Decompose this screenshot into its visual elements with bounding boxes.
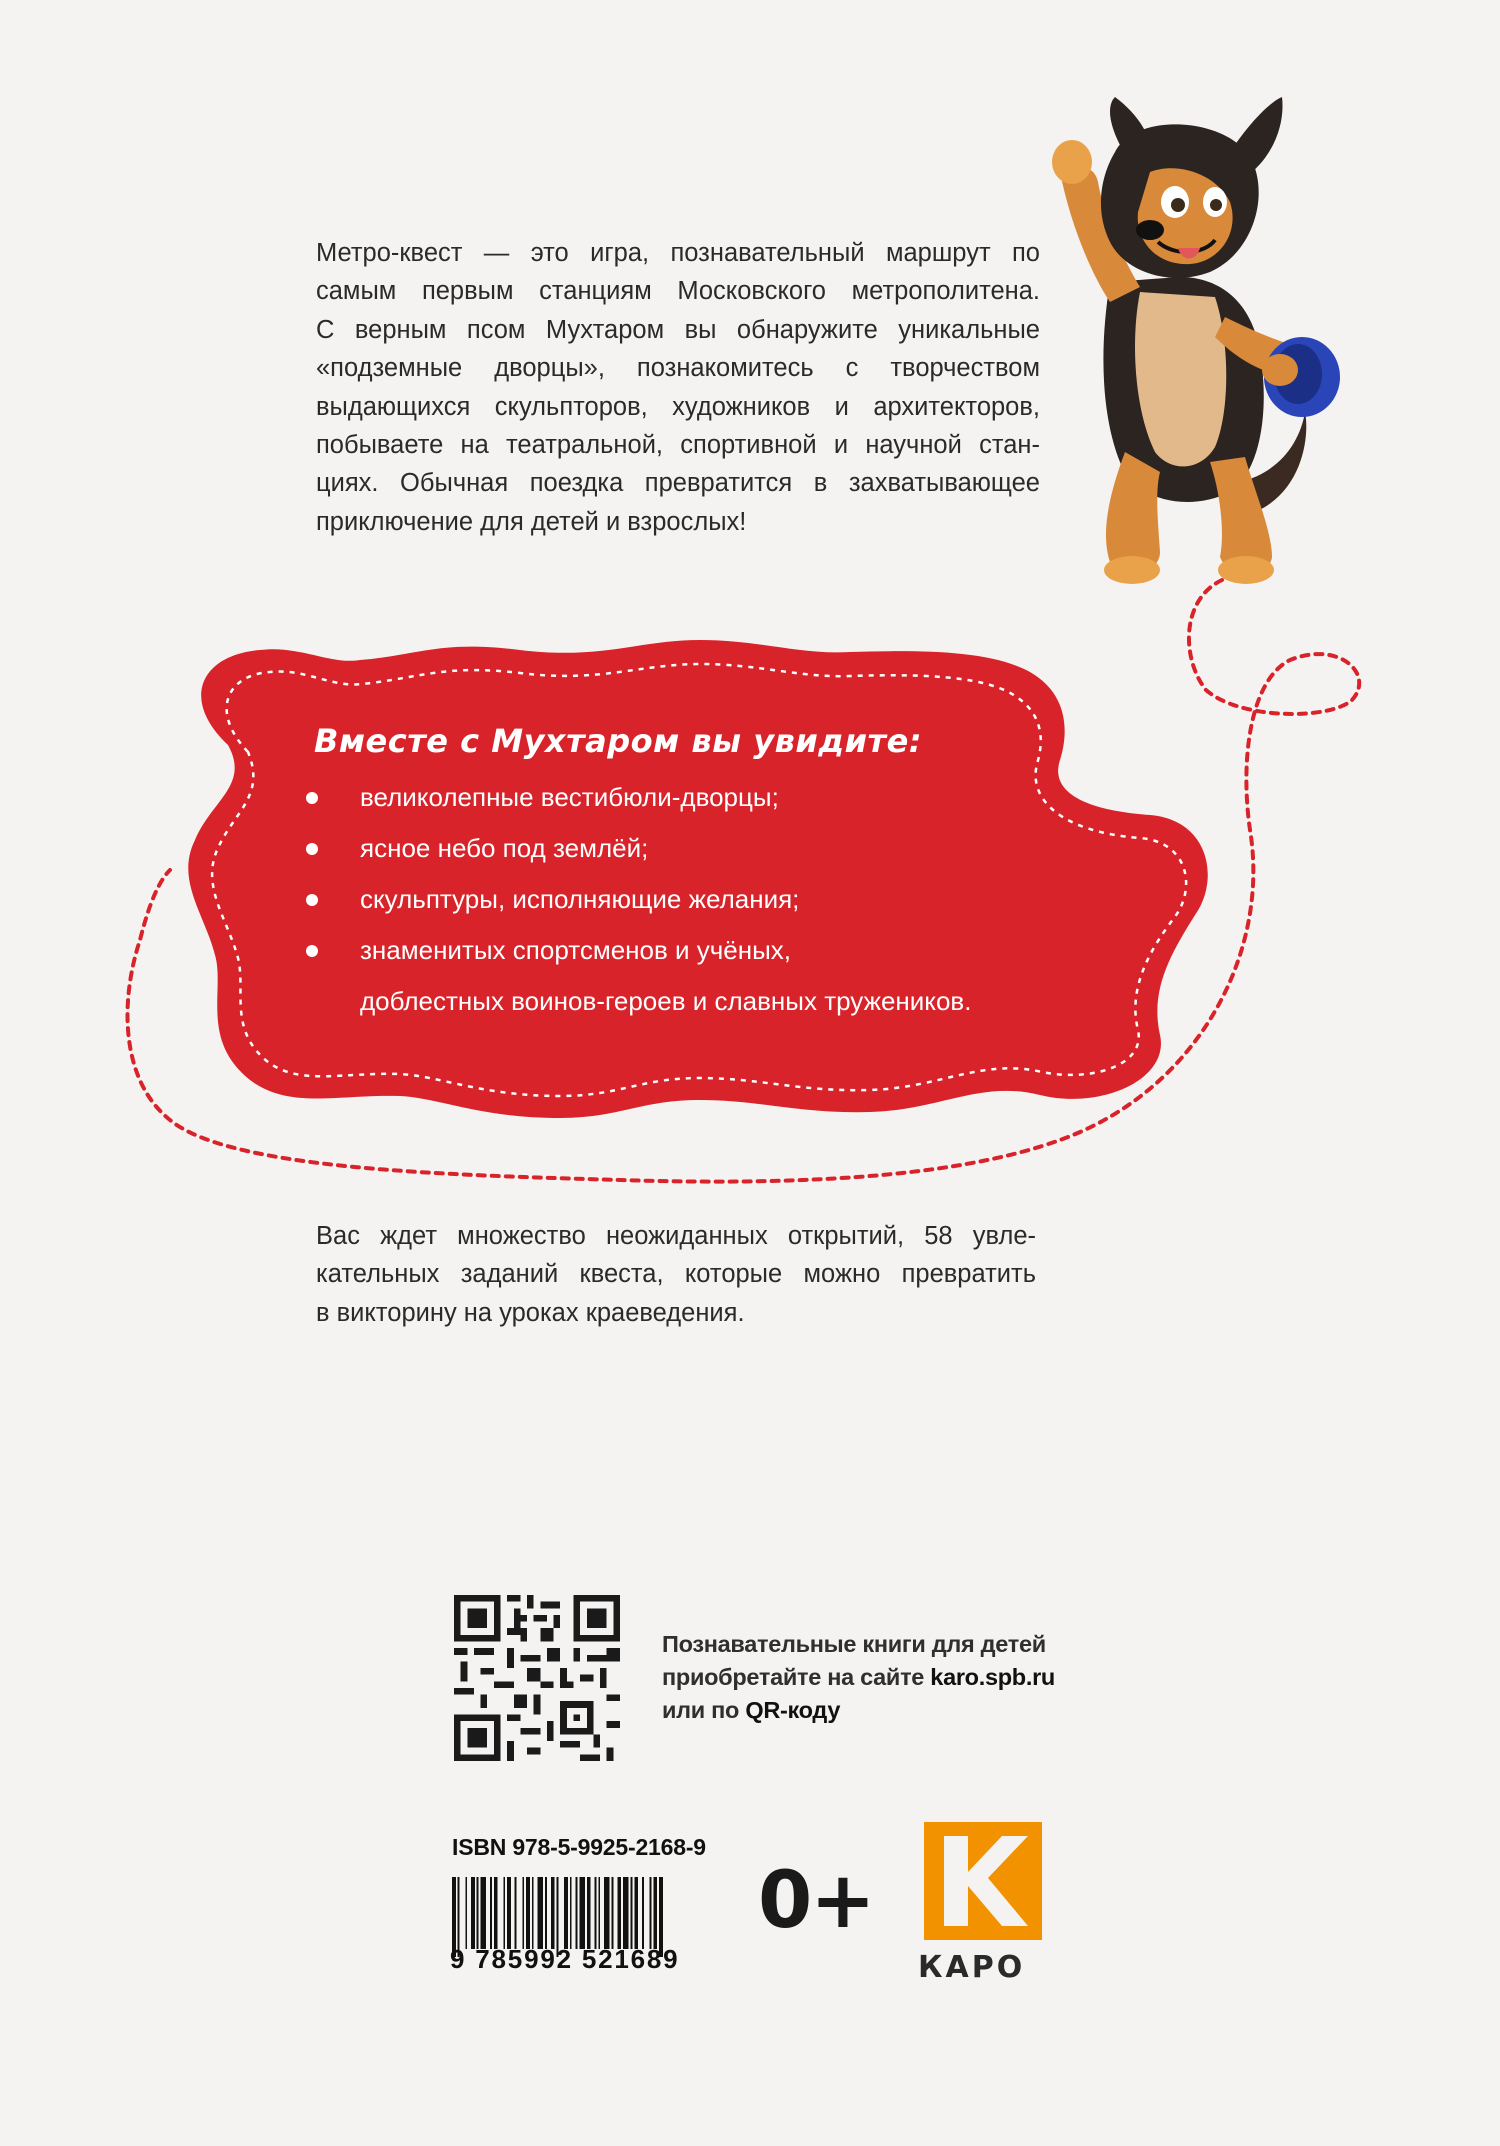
barcode-digits: 9 785992 521689 xyxy=(450,1944,680,1974)
promo-text xyxy=(662,1628,1055,1727)
intro-line: С верным псом Мухтаром вы обнаружите уникальные xyxy=(316,315,1040,344)
promo-line-1: Познавательные книги для детей xyxy=(662,1631,1046,1657)
promo-line-3 xyxy=(662,1694,1055,1727)
outro-line: в викторину на уроках краеведения. xyxy=(316,1298,745,1327)
bullet-icon xyxy=(306,843,318,855)
outro-line: кательных заданий квеста, которые можно превратить xyxy=(316,1260,1036,1289)
promo-line-3-text: или по xyxy=(662,1697,746,1723)
dog-mascot-icon xyxy=(1040,92,1340,612)
list-item-text: знаменитых спортсменов и учёных, xyxy=(360,935,792,965)
list-item-text: ясное небо под землёй; xyxy=(360,833,649,863)
list-item-text: доблестных воинов-героев и славных тружеников. xyxy=(360,986,972,1016)
site-link[interactable]: karo.spb.ru xyxy=(930,1664,1055,1690)
promo-line-2 xyxy=(662,1661,1055,1694)
cloud-heading: Вместе с Мухтаром вы увидите: xyxy=(314,722,923,760)
intro-line: выдающихся скульпторов, художников и архитекторов, xyxy=(316,392,1040,421)
promo-line-2-text: приобретайте на сайте xyxy=(662,1664,931,1690)
intro-line: «подземные дворцы», познакомитесь с творчеством xyxy=(316,354,1040,383)
outro-line: Вас ждет множество неожиданных открытий, 58 увле- xyxy=(316,1222,1036,1250)
age-rating: 0+ xyxy=(758,1856,874,1946)
intro-line: самым первым станциям Московского метрополитена. xyxy=(316,277,1040,306)
publisher-name: КАРО xyxy=(918,1950,1026,1985)
bullet-icon xyxy=(306,792,318,804)
list-item-text: великолепные вестибюли-дворцы; xyxy=(360,782,779,812)
karo-logo-icon xyxy=(924,1822,1042,1940)
qr-reference: QR-коду xyxy=(745,1697,841,1723)
outro-paragraph xyxy=(316,1217,1036,1332)
bullet-icon xyxy=(306,945,318,957)
intro-line: побываете на театральной, спортивной и научной стан- xyxy=(316,431,1040,460)
list-item-text: скульптуры, исполняющие желания; xyxy=(360,884,800,914)
intro-line: приключение для детей и взрослых! xyxy=(316,507,747,536)
intro-line: циях. Обычная поездка превратится в захватывающее xyxy=(316,469,1040,498)
intro-line: Метро-квест — это игра, познавательный маршрут по xyxy=(316,239,1040,267)
qr-code-icon[interactable] xyxy=(454,1595,620,1761)
isbn-label: ISBN 978-5-9925-2168-9 xyxy=(452,1834,706,1860)
intro-paragraph xyxy=(316,234,1040,541)
bullet-icon xyxy=(306,894,318,906)
